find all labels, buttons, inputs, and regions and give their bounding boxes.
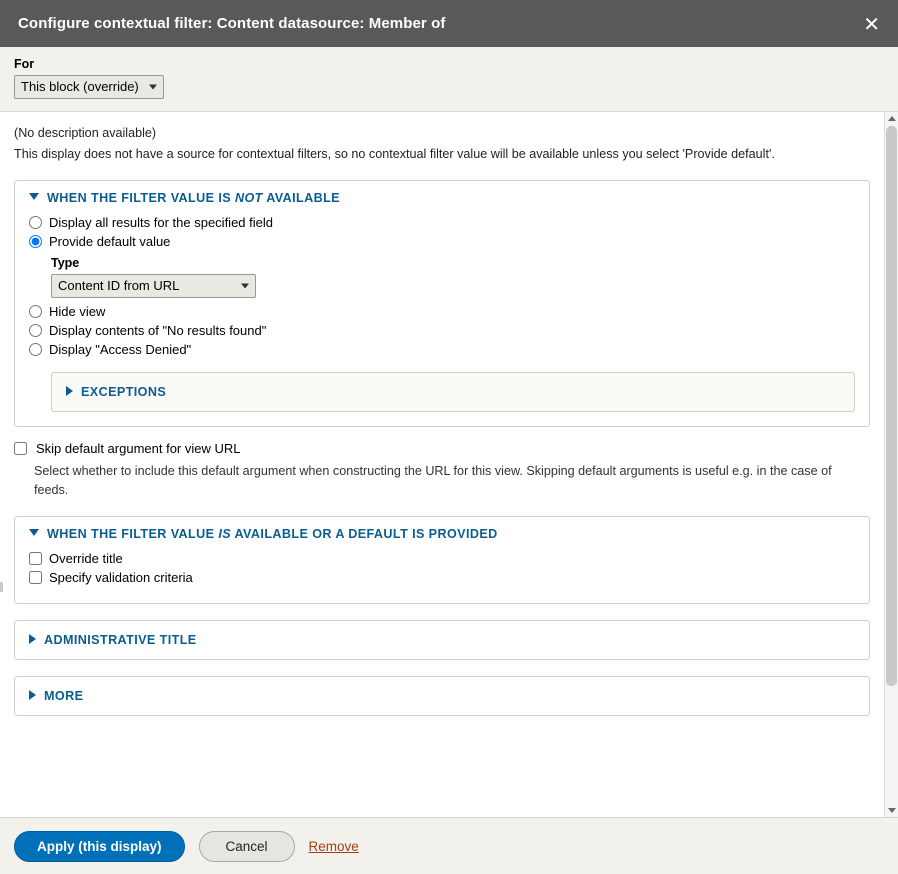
skip-default-argument-row[interactable] [14, 441, 870, 457]
dialog-title: Configure contextual filter: Content datasource: Member of [18, 15, 446, 32]
legend-text: WHEN THE FILTER VALUE IS AVAILABLE OR A DEFAULT IS PROVIDED [47, 526, 498, 541]
vertical-scrollbar[interactable] [884, 112, 898, 817]
more-legend[interactable] [29, 689, 855, 703]
triangle-down-icon [888, 808, 896, 813]
skip-default-argument-checkbox[interactable] [14, 442, 27, 455]
checkbox-override-title[interactable] [29, 552, 42, 565]
radio-display-all-results-label[interactable]: Display all results for the specified field [49, 214, 273, 230]
scroll-down-button[interactable] [885, 804, 898, 817]
caret-right-icon [66, 386, 73, 396]
description-no-description: (No description available) [14, 126, 157, 140]
caret-right-icon [29, 690, 36, 700]
default-type-block [51, 256, 855, 298]
description-source-note: This display does not have a source for contextual filters, so no contextual filter value will be available unless you select 'Provide default'. [14, 146, 775, 161]
checkbox-override-title-label[interactable]: Override title [49, 550, 123, 566]
administrative-title-fieldset[interactable] [14, 620, 870, 660]
apply-this-display-button[interactable]: Apply (this display) [14, 831, 185, 862]
chevron-down-icon [241, 283, 249, 288]
radio-display-all-results[interactable] [29, 215, 855, 231]
radio-display-access-denied-input[interactable] [29, 343, 42, 356]
scrollbar-thumb[interactable] [886, 126, 897, 686]
caret-down-icon [29, 193, 39, 200]
legend-text: WHEN THE FILTER VALUE IS NOT AVAILABLE [47, 190, 340, 205]
dialog-body [0, 112, 884, 817]
for-display-select[interactable] [14, 75, 164, 99]
radio-provide-default-value-input[interactable] [29, 235, 42, 248]
checkbox-specify-validation[interactable] [29, 571, 42, 584]
dialog-body-wrap [0, 112, 898, 817]
radio-provide-default-value-label[interactable]: Provide default value [49, 233, 171, 249]
for-display-select-value: This block (override) [21, 79, 139, 94]
chevron-down-icon [149, 85, 157, 90]
default-type-select[interactable] [51, 274, 256, 298]
when-filter-not-available-legend[interactable] [29, 191, 855, 205]
cancel-button[interactable]: Cancel [199, 831, 295, 862]
for-label: For [14, 57, 35, 71]
more-legend-text: MORE [44, 688, 84, 703]
skip-default-argument-label[interactable]: Skip default argument for view URL [36, 440, 241, 456]
remove-link[interactable]: Remove [308, 838, 359, 854]
default-type-select-value: Content ID from URL [58, 277, 180, 293]
checkbox-specify-validation-row[interactable] [29, 570, 855, 586]
type-label: Type [51, 255, 80, 270]
radio-hide-view-input[interactable] [29, 305, 42, 318]
radio-display-access-denied-label[interactable]: Display "Access Denied" [49, 341, 192, 357]
radio-hide-view-label[interactable]: Hide view [49, 303, 106, 319]
radio-provide-default-value[interactable] [29, 234, 855, 250]
scroll-up-button[interactable] [885, 112, 898, 125]
checkbox-specify-validation-label[interactable]: Specify validation criteria [49, 569, 193, 585]
dialog-footer [0, 817, 898, 874]
radio-display-access-denied[interactable] [29, 342, 855, 358]
for-section [0, 47, 898, 112]
radio-display-no-results-input[interactable] [29, 324, 42, 337]
caret-down-icon [29, 529, 39, 536]
skip-default-argument-help: Select whether to include this default argument when constructing the URL for this view. Skipping default arguments is useful e.g. in the case of feeds. [34, 463, 832, 497]
radio-display-no-results-label[interactable]: Display contents of "No results found" [49, 322, 267, 338]
more-fieldset[interactable] [14, 676, 870, 716]
when-filter-available-fieldset [14, 516, 870, 604]
caret-right-icon [29, 634, 36, 644]
checkbox-override-title-row[interactable] [29, 551, 855, 567]
dialog-titlebar [0, 0, 898, 47]
radio-display-all-results-input[interactable] [29, 216, 42, 229]
administrative-title-legend[interactable] [29, 633, 855, 647]
left-edge-marker [0, 582, 3, 592]
exceptions-fieldset[interactable] [51, 372, 855, 412]
when-filter-available-legend[interactable] [29, 527, 855, 541]
close-icon[interactable]: ✕ [863, 11, 880, 36]
exceptions-legend-text: EXCEPTIONS [81, 384, 167, 399]
exceptions-legend[interactable] [66, 385, 840, 399]
radio-hide-view[interactable] [29, 304, 855, 320]
radio-display-no-results[interactable] [29, 323, 855, 339]
when-filter-not-available-fieldset [14, 180, 870, 427]
triangle-up-icon [888, 116, 896, 121]
administrative-title-legend-text: ADMINISTRATIVE TITLE [44, 632, 197, 647]
